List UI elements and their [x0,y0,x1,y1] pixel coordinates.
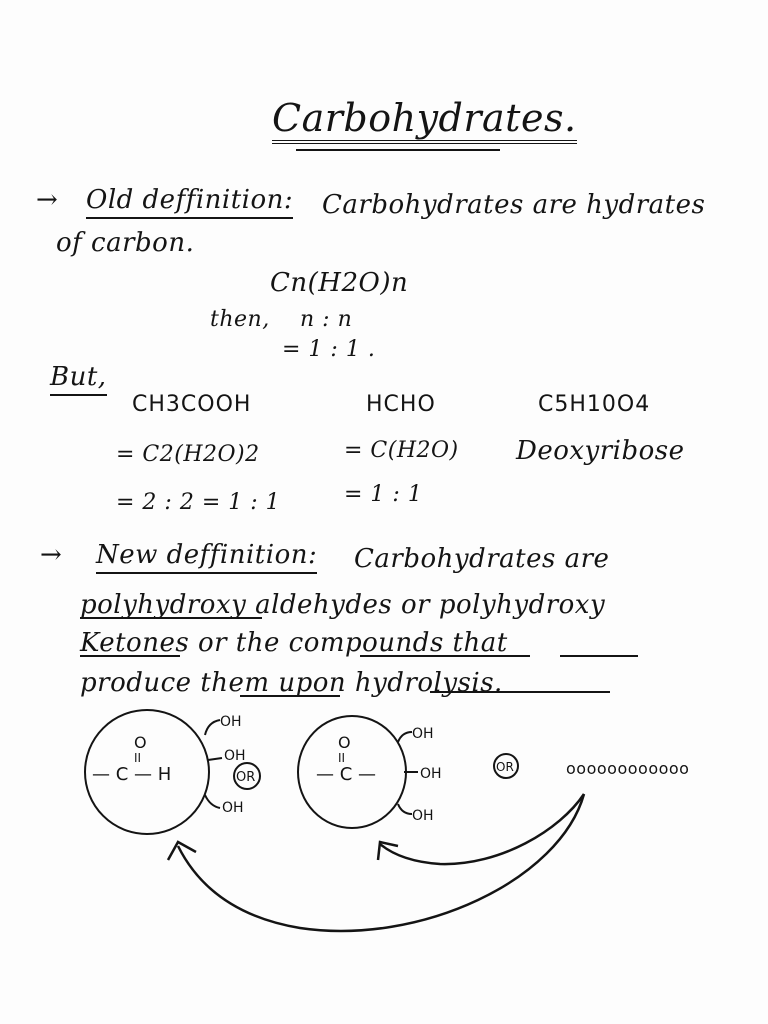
oh-label: OH [412,808,434,824]
example-ratio: = 2 : 2 = 1 : 1 [116,490,281,515]
old-definition-text-line2: of carbon. [56,228,195,258]
oh-label: OH [412,726,434,742]
old-definition-label: Old deffinition: [86,185,293,219]
or-label: OR [236,770,256,785]
ketone-group: — C — [316,764,377,785]
example-formula: Deoxyribose [516,436,685,466]
example-name: HCHO [366,392,436,417]
oh-label: OH [420,766,442,782]
then-label: then, [210,307,270,332]
oh-label: OH [220,714,242,730]
aldehyde-group: — C — H [92,764,172,785]
old-definition-text-line1: Carbohydrates are hydrates [322,190,706,220]
aldehyde-oxygen: O [134,733,147,752]
example-name: CH3COOH [132,392,252,417]
new-definition-line3: Ketones or the compounds that [80,628,508,658]
example-name: C5H10O4 [538,392,651,417]
new-definition-label: New deffinition: [96,540,317,574]
new-definition-arrow: → [40,540,63,570]
ratio-value: = 1 : 1 . [282,337,376,362]
example-formula: = C2(H2O)2 [116,442,260,467]
aldehyde-double-bond: II [134,751,142,765]
new-definition-line4: produce them upon hydrolysis. [80,668,503,698]
ketone-oxygen: O [338,733,351,752]
ketone-double-bond: II [338,751,346,765]
polymer-chain: oooooooooooo [566,759,690,778]
new-definition-line2: polyhydroxy aldehydes or polyhydroxy [80,590,606,620]
oh-label: OH [224,748,246,764]
or-label: OR [496,760,514,774]
but-label: But, [50,362,107,396]
oh-label: OH [222,800,244,816]
general-formula: Cn(H2O)n [270,268,409,298]
page-title: Carbohydrates. [272,96,577,144]
old-definition-arrow: → [36,185,59,215]
ratio-label: n : n [300,307,353,332]
example-ratio: = 1 : 1 [344,482,423,507]
new-definition-line1: Carbohydrates are [354,544,610,574]
curved-arrow-inner [380,794,584,864]
example-formula: = C(H2O) [344,438,459,463]
